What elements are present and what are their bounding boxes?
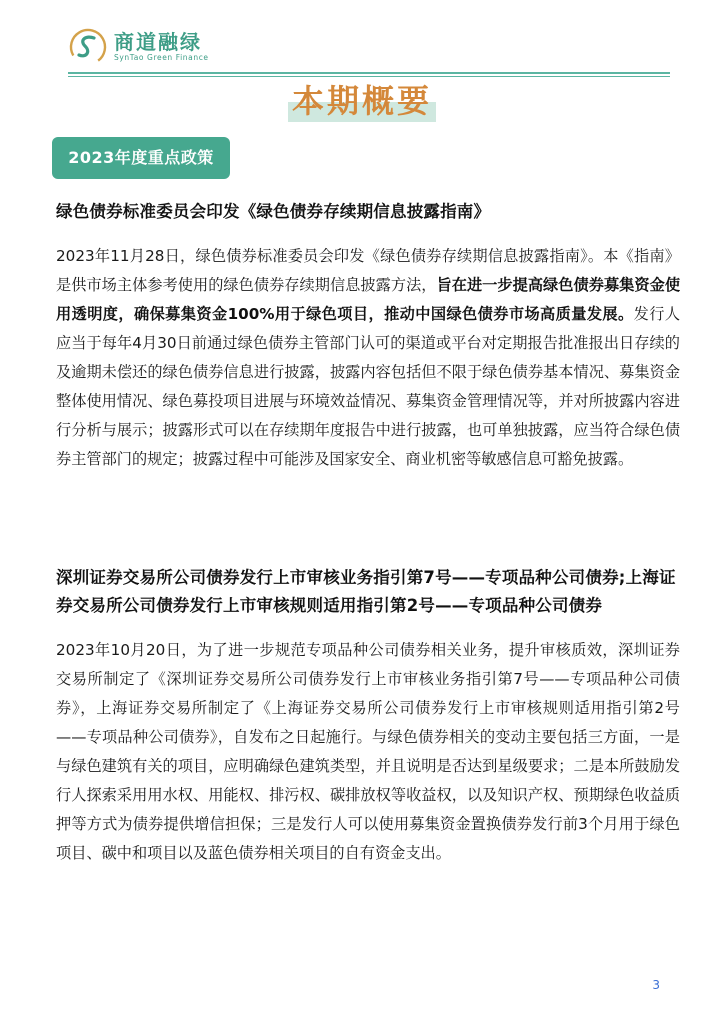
article-1-body-highlight: 旨在进一步提高绿色债券募集资金使用透明度，确保募集资金100%用于绿色项目，推动中国绿色债券市场高质量发展。	[56, 276, 681, 323]
brand-header	[68, 26, 209, 68]
section-tag: 2023年度重点政策	[52, 137, 230, 179]
article-1-body	[56, 242, 680, 474]
article-1-body-pre: 2023年11月28日，绿色债券标准委员会印发《绿色债券存续期信息披露指南》。本《指南》是供市场主体参考使用的绿色债券存续期信息披露方法，	[56, 247, 680, 294]
article-1	[56, 198, 680, 474]
article-1-body-post: 发行人应当于每年4月30日前通过绿色债券主管部门认可的渠道或平台对定期报告批准报出日存续的及逾期未偿还的绿色债券信息进行披露，披露内容包括但不限于绿色债券基本情况、募集资金整体使用情况、绿色募投项目进展与环境效益情况、募集资金管理情况等，并对所披露内容进行分析与展示；披露形式可以在存续期年度报告中进行披露，也可单独披露，应当符合绿色债券主管部门的规定；披露过程中可能涉及国家安全、商业机密等敏感信息可豁免披露。	[56, 305, 681, 468]
page-number: 3	[652, 978, 660, 992]
article-2-title: 深圳证券交易所公司债券发行上市审核业务指引第7号——专项品种公司债券;上海证券交易所公司债券发行上市审核规则适用指引第2号——专项品种公司债券	[56, 568, 676, 615]
header-divider	[68, 72, 670, 74]
syntao-logo-icon	[68, 27, 108, 67]
article-2-body: 2023年10月20日，为了进一步规范专项品种公司债券相关业务，提升审核质效，深圳证券交易所制定了《深圳证券交易所公司债券发行上市审核业务指引第7号——专项品种公司债券》，上海证券交易所制定了《上海证券交易所公司债券发行上市审核规则适用指引第2号——专项品种公司债券》，自发布之日起施行。与绿色债券相关的变动主要包括三方面，一是与绿色建筑有关的项目，应明确绿色建筑类型，并且说明是否达到星级要求；二是本所鼓励发行人探索采用用水权、用能权、排污权、碳排放权等收益权，以及知识产权、预期绿色收益质押等方式为债券提供增信担保；三是发行人可以使用募集资金置换债券发行前3个月用于绿色项目、碳中和项目以及蓝色债券相关项目的自有资金支出。	[56, 641, 680, 862]
article-1-title: 绿色债券标准委员会印发《绿色债券存续期信息披露指南》	[56, 202, 491, 221]
article-2	[56, 564, 680, 868]
page-title	[292, 80, 432, 122]
brand-name-cn: 商道融绿	[114, 30, 202, 54]
page-title-text: 本期概要	[291, 82, 432, 120]
header-divider-thin	[68, 76, 670, 77]
brand-name-en: SynTao Green Finance	[114, 53, 209, 62]
